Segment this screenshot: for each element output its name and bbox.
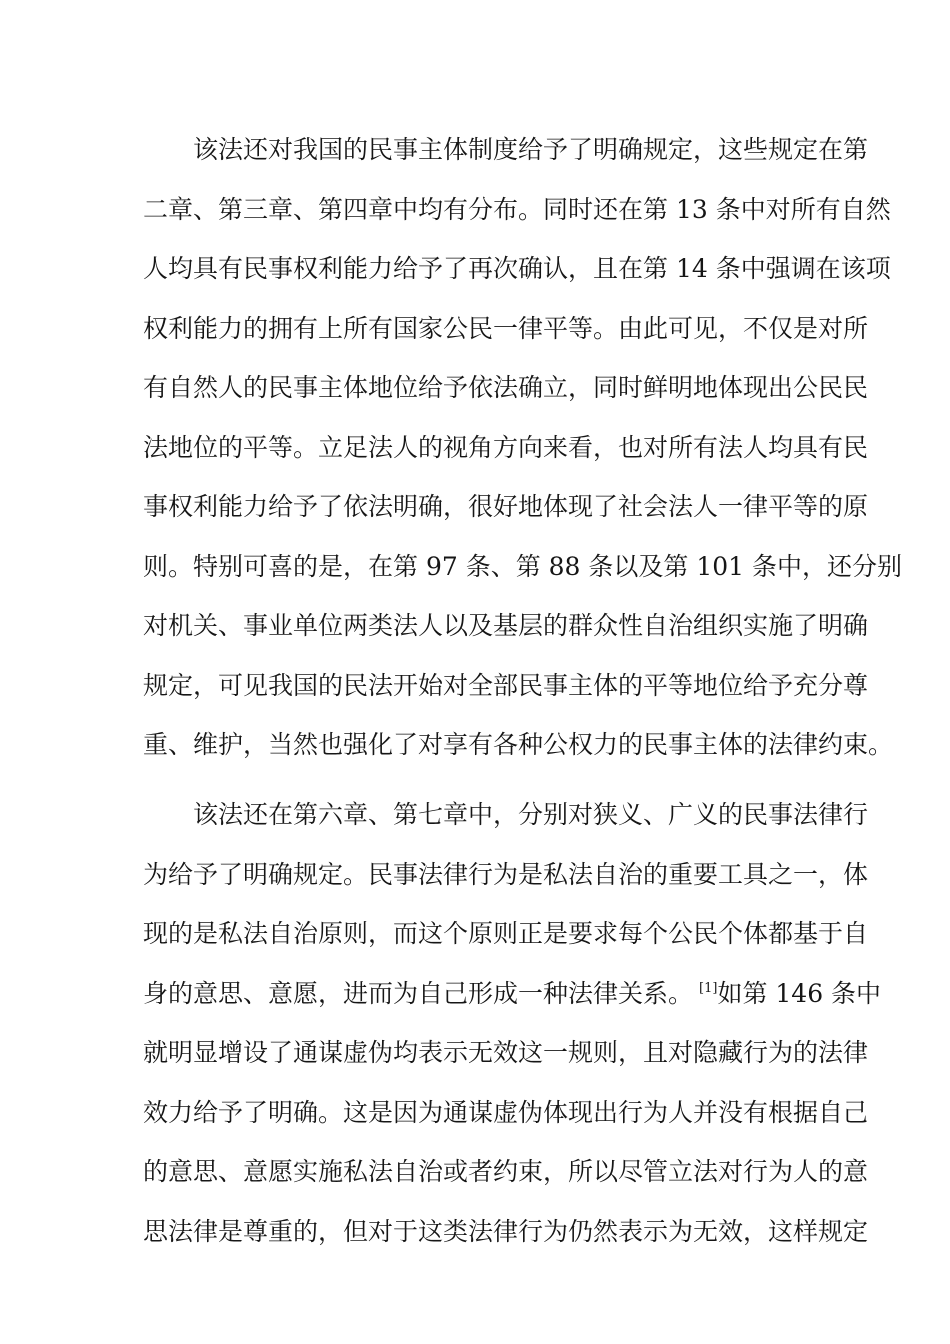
- paragraph-1-line-10: 规定，可见我国的民法开始对全部民事主体的平等地位给予充分尊: [143, 671, 869, 700]
- paragraph-2-line-8: 思法律是尊重的，但对于这类法律行为仍然表示为无效，这样规定: [143, 1217, 869, 1246]
- paragraph-1-line-9: 对机关、事业单位两类法人以及基层的群众性自治组织实施了明确: [143, 611, 869, 640]
- footnote-reference: [1]: [699, 981, 718, 996]
- paragraph-1-line-8: 则。特别可喜的是，在第 97 条、第 88 条以及第 101 条中，还分别: [143, 552, 903, 581]
- paragraph-2-line-6: 效力给予了明确。这是因为通谋虚伪体现出行为人并没有根据自己: [143, 1098, 869, 1127]
- paragraph-2-line-4: [0, 974, 950, 1014]
- paragraph-1-line-6: 法地位的平等。立足法人的视角方向来看，也对所有法人均具有民: [143, 433, 869, 462]
- paragraph-2-line-2: 为给予了明确规定。民事法律行为是私法自治的重要工具之一，体: [143, 860, 869, 889]
- paragraph-1-line-5: 有自然人的民事主体地位给予依法确立，同时鲜明地体现出公民民: [143, 373, 869, 402]
- paragraph-1-line-4: 权利能力的拥有上所有国家公民一律平等。由此可见，不仅是对所: [143, 314, 869, 343]
- paragraph-2-line-4-text: 身的意思、意愿，进而为自己形成一种法律关系。: [143, 979, 694, 1008]
- paragraph-2-line-3: 现的是私法自治原则，而这个原则正是要求每个公民个体都基于自: [143, 919, 869, 948]
- paragraph-1-line-2: 二章、第三章、第四章中均有分布。同时还在第 13 条中对所有自然: [143, 195, 891, 224]
- paragraph-2-line-5: 就明显增设了通谋虚伪均表示无效这一规则，且对隐藏行为的法律: [143, 1038, 869, 1067]
- paragraph-2-line-7: 的意思、意愿实施私法自治或者约束，所以尽管立法对行为人的意: [143, 1157, 869, 1186]
- paragraph-1-line-1: 该法还对我国的民事主体制度给予了明确规定，这些规定在第: [193, 135, 869, 164]
- paragraph-1-line-3: 人均具有民事权利能力给予了再次确认，且在第 14 条中强调在该项: [143, 254, 891, 283]
- paragraph-1-line-7: 事权利能力给予了依法明确，很好地体现了社会法人一律平等的原: [143, 492, 869, 521]
- paragraph-2-line-4-tail: 如第 146 条中: [717, 979, 882, 1008]
- paragraph-2-line-1: 该法还在第六章、第七章中，分别对狭义、广义的民事法律行: [193, 800, 869, 829]
- paragraph-1-line-11: 重、维护，当然也强化了对享有各种公权力的民事主体的法律约束。: [143, 730, 894, 759]
